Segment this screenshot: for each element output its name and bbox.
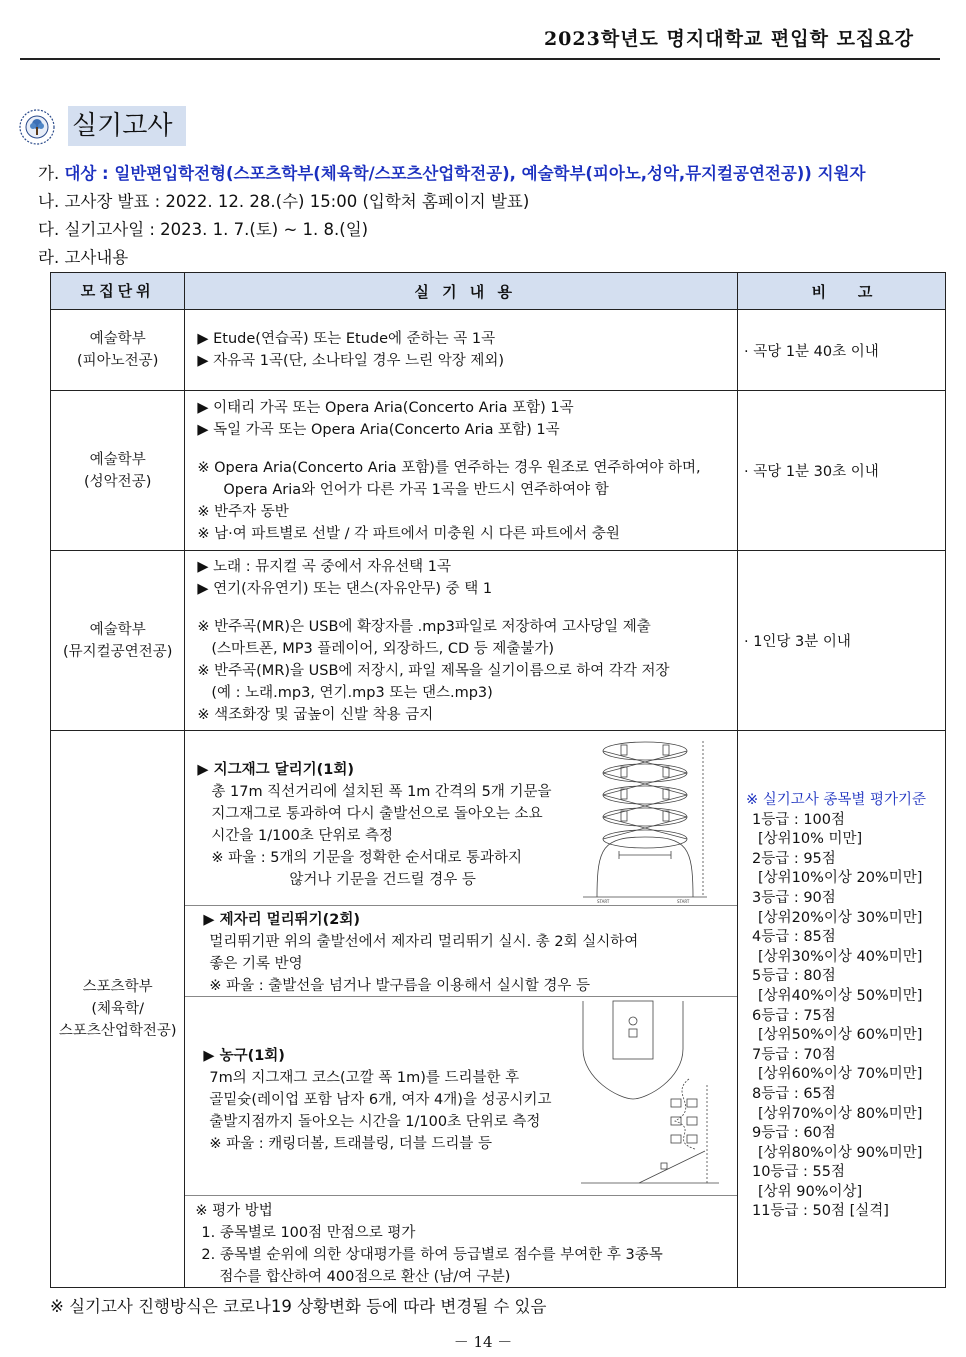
criteria-item: 5등급 : 80점 <box>751 968 836 985</box>
list-item: 라. 고사내용 <box>38 248 129 267</box>
exam-content-table <box>50 272 946 1288</box>
content-cell: ▶ 노래 : 뮤지컬 곡 중에서 자유선택 1곡 ▶ 연기(자유연기) 또는 댄스(자유안무) 중 택 1 ※ 반주곡(MR)은 USB에 확장자를 .mp3파일로 저장하여 고사당일 제출 (스마트폰, MP3 플레이어, 외장하드, CD 등 제출불가) ※ 반주곡(MR)을 USB에 저장시, 파일 제목을 실기이름으로 하여 각각 저장 (예 : 노래.mp3, 연기.mp3 또는 댄스.mp3) ※ 색조화장 및 굽높이 신발 착용 금지 <box>185 551 738 731</box>
basketball-block: ▶ 농구(1회) 7m의 지그재그 코스(고깔 폭 1m)를 드리블한 후 골밑슛(레이업 포함 남자 6개, 여자 4개)을 성공시키고 출발지점까지 돌아오는 시간을 1/100초 단위로 측정 ※ 파울 : 캐링더볼, 트래블링, 더블 드리블 등 <box>185 997 737 1196</box>
table-row <box>51 731 946 1288</box>
criteria-item: 3등급 : 90점 <box>751 889 836 906</box>
criteria-item: [상위10%이상 20%미만] <box>757 870 923 887</box>
criteria-item: 2등급 : 95점 <box>751 850 836 867</box>
content-cell: ▶ 이태리 가곡 또는 Opera Aria(Concerto Aria 포함) 1곡 ▶ 독일 가곡 또는 Opera Aria(Concerto Aria 포함) 1곡 ※ Opera Aria(Concerto Aria 포함)를 연주하는 경우 원조로 연주하여야 하며, Opera Aria와 언어가 다른 가곡 1곡을 반드시 연주하여야 함 ※ 반주자 동반 ※ 남·여 파트별로 선발 / 각 파트에서 미충원 시 다른 파트에서 충원 <box>185 391 738 551</box>
long-jump-block: ▶ 제자리 멀리뛰기(2회) 멀리뛰기판 위의 출발선에서 제자리 멀리뛰기 실시. 총 2회 실시하여 좋은 기록 반영 ※ 파울 : 출발선을 넘거나 발구름을 이용해서 실시할 경우 등 <box>185 906 737 997</box>
criteria-item: [상위30%이상 40%미만] <box>757 948 923 965</box>
target-text: 대상 : 일반편입학전형(스포츠학부(체육학/스포츠산업학전공), 예술학부(피아노,성악,뮤지컬공연전공)) 지원자 <box>64 164 866 183</box>
evaluation-criteria-cell <box>737 731 945 1288</box>
note-cell: · 곡당 1분 40초 이내 <box>737 310 945 391</box>
zigzag-run-block: ▶ 지그재그 달리기(1회) 총 17m 직선거리에 설치된 폭 1m 간격의 5개 기문을 지그재그로 통과하여 다시 출발선으로 돌아오는 소요 시간을 1/100초 단위로 측정 ※ 파울 : 5개의 기문을 정확한 순서대로 통과하지 않거나 기문을 건드릴 경우 등 START START <box>185 731 737 906</box>
column-header: 모집단위 <box>51 273 185 310</box>
criteria-item: [상위50%이상 60%미만] <box>757 1027 923 1044</box>
evaluation-method-block: ※ 평가 방법 1. 종목별로 100점 만점으로 평가 2. 종목별 순위에 의한 상대평가를 하여 등급별로 점수를 부여한 후 3종목 점수를 합산하여 400점으로 환산 (남/여 구분) <box>195 1203 663 1285</box>
criteria-item: 6등급 : 75점 <box>751 1007 836 1024</box>
criteria-item: [상위60%이상 70%미만] <box>757 1066 923 1083</box>
document-title: 2023학년도 명지대학교 편입학 모집요강 <box>543 28 914 50</box>
note-cell: · 1인당 3분 이내 <box>737 551 945 731</box>
criteria-item: 1등급 : 100점 <box>751 811 846 828</box>
criteria-item: [상위40%이상 50%미만] <box>757 987 923 1004</box>
unit-cell: 예술학부 (성악전공) <box>51 391 185 551</box>
criteria-title: ※ 실기고사 종목별 평가기준 <box>745 792 927 808</box>
criteria-item: [상위 90%이상] <box>757 1183 863 1200</box>
column-header: 비 고 <box>737 273 945 310</box>
criteria-item: [상위10% 미만] <box>757 831 863 848</box>
footer-note: ※ 실기고사 진행방식은 코로나19 상황변화 등에 따라 변경될 수 있음 <box>50 1297 547 1316</box>
criteria-item: [상위20%이상 30%미만] <box>757 909 923 926</box>
exam-overview-list <box>38 160 865 272</box>
page-header <box>20 22 940 60</box>
column-header: 실 기 내 용 <box>185 273 738 310</box>
table-header-row <box>51 273 946 310</box>
section-title: 실기고사 <box>68 106 186 146</box>
criteria-item: [상위70%이상 80%미만] <box>757 1105 923 1122</box>
unit-cell: 예술학부 (피아노전공) <box>51 310 185 391</box>
table-row <box>51 391 946 551</box>
basketball-court-diagram <box>579 999 721 1193</box>
criteria-item: 4등급 : 85점 <box>751 929 836 946</box>
table-row <box>51 551 946 731</box>
unit-cell: 예술학부 (뮤지컬공연전공) <box>51 551 185 731</box>
page-number: － 14 － <box>453 1333 513 1351</box>
table-row <box>51 310 946 391</box>
note-cell: · 곡당 1분 30초 이내 <box>737 391 945 551</box>
criteria-item: [상위80%이상 90%미만] <box>757 1144 923 1161</box>
svg-text:START: START <box>677 899 690 903</box>
content-cell <box>185 731 738 1288</box>
unit-cell: 스포츠학부 (체육학/ 스포츠산업학전공) <box>51 731 185 1288</box>
list-item: 다. 실기고사일 : 2023. 1. 7.(토) ~ 1. 8.(일) <box>38 220 369 239</box>
university-seal-icon <box>18 108 56 146</box>
criteria-item: 11등급 : 50점 [실격] <box>751 1203 889 1220</box>
list-item: 나. 고사장 발표 : 2022. 12. 28.(수) 15:00 (입학처 홈페이지 발표) <box>38 192 530 211</box>
content-cell: ▶ Etude(연습곡) 또는 Etude에 준하는 곡 1곡 ▶ 자유곡 1곡(단, 소나타일 경우 느린 악장 제외) <box>185 310 738 391</box>
zigzag-course-diagram <box>573 737 713 903</box>
svg-text:START: START <box>597 899 610 903</box>
list-item: 가. 대상 : 일반편입학전형(스포츠학부(체육학/스포츠산업학전공), 예술학부(피아노,성악,뮤지컬공연전공)) 지원자 <box>38 164 866 183</box>
criteria-item: 10등급 : 55점 <box>751 1164 846 1181</box>
criteria-item: 8등급 : 65점 <box>751 1085 836 1102</box>
criteria-item: 7등급 : 70점 <box>751 1046 836 1063</box>
criteria-item: 9등급 : 60점 <box>751 1125 836 1142</box>
